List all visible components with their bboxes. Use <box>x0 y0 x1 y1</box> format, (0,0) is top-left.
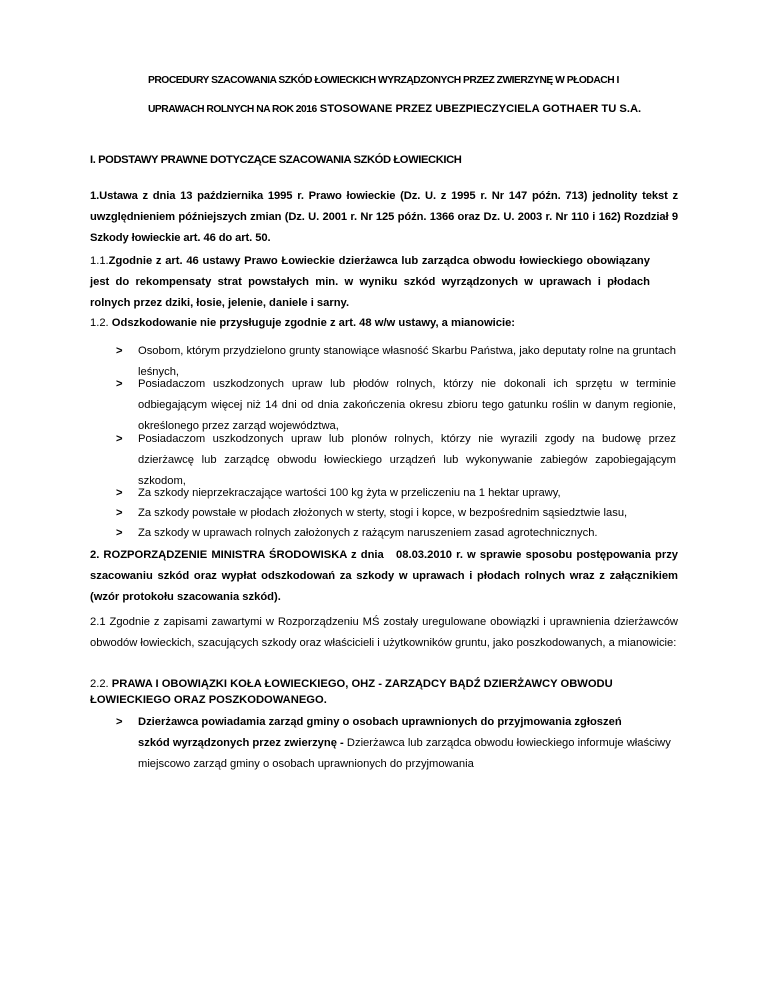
list-item <box>116 712 676 775</box>
section-2-paragraph-3 <box>90 676 678 708</box>
list-item <box>116 374 676 437</box>
list-item-text: Za szkody powstałe w płodach złożonych w sterty, stogi i kopce, w bezpośrednim sąsiedztwie lasu, <box>138 507 628 519</box>
title-line-1: PROCEDURY SZACOWANIA SZKÓD ŁOWIECKICH WYRZĄDZONYCH PRZEZ ZWIERZYNĘ W PŁODACH I <box>148 75 619 86</box>
bullet-bold-line-2: szkód wyrządzonych przez zwierzynę - <box>138 737 344 749</box>
section-2-paragraph-1 <box>90 545 678 608</box>
paragraph-3-number: 1.2. <box>90 317 112 329</box>
document-title-line-2 <box>148 94 678 125</box>
regulation-date-subject: 08.03.2010 r. w sprawie sposobu postępowania przy szacowaniu szkód oraz wypłat odszkodowań za szkody w uprawach i płodach rolnych wraz z załącznikiem (wzór protokołu szacowania szkód). <box>90 549 679 603</box>
list-item-text: Posiadaczom uszkodzonych upraw lub plonów rolnych, którzy nie wyrazili zgody na budowę przez dzierżawcę lub zarządcę obwodu łowieckiego urządzeń lub wykonywanie zabiegów zapobiegającym szkodom, <box>138 433 676 487</box>
paragraph-2-text: Zgodnie z art. 46 ustawy Prawo Łowieckie dzierżawca lub zarządca obwodu łowieckiego obowiązany jest do rekompensaty strat powstałych min. w wyniku szkód wyrządzonych w uprawach i płodach rolnych przez dziki, łosie, jelenie, daniele i sarny. <box>90 255 650 309</box>
bullet-bold-line-1: Dzierżawca powiadamia zarząd gminy o osobach uprawnionych do przyjmowania zgłoszeń <box>138 716 622 728</box>
list-item-text <box>138 712 676 775</box>
list-item <box>116 483 676 504</box>
paragraph-3-text: Odszkodowanie nie przysługuje zgodnie z art. 48 w/w ustawy, a mianowicie: <box>111 317 516 329</box>
paragraph-2-2-heading: PRAWA I OBOWIĄZKI KOŁA ŁOWIECKIEGO, OHZ - ZARZĄDCY BĄDŹ DZIERŻAWCY OBWODU ŁOWIECKIEGO ORAZ POSZKODOWANEGO. <box>90 678 613 706</box>
list-item-text: Osobom, którym przydzielono grunty stanowiące własność Skarbu Państwa, jako deputaty rolne na gruntach leśnych, <box>138 345 676 378</box>
paragraph-2-number: 1.1. <box>90 255 109 267</box>
paragraph-2-2-number: 2.2. <box>90 678 112 690</box>
title-line-2b: STOSOWANE PRZEZ UBEZPIECZYCIELA GOTHAER TU S.A. <box>316 103 642 115</box>
list-item-text: Posiadaczom uszkodzonych upraw lub płodów rolnych, którzy nie dokonali ich sprzętu w terminie odbiegającym więcej niż 14 dni od dnia zakończenia okresu zbioru tego gatunku roślin w danym regionie, określonego przez zarząd województwa, <box>138 378 676 432</box>
section-1-paragraph-1: 1.Ustawa z dnia 13 października 1995 r. Prawo łowieckie (Dz. U. z 1995 r. Nr 147 późn. 713) jednolity tekst z uwzględnieniem późniejszych zmian (Dz. U. 2001 r. Nr 125 późn. 1366 oraz Dz. U. 2003 r. Nr 110 i 162) Rozdział 9 Szkody łowieckie art. 46 do art. 50. <box>90 190 678 244</box>
list-item-text: Za szkody nieprzekraczające wartości 100 kg żyta w przeliczeniu na 1 hektar uprawy, <box>138 487 561 499</box>
section-2-paragraph-2: 2.1 Zgodnie z zapisami zawartymi w Rozporządzeniu MŚ zostały uregulowane obowiązki i uprawnienia dzierżawców obwodów łowieckich, szacujących szkody oraz właścicieli i użytkowników gruntu, jako poszkodowanych, a mianowicie: <box>90 616 678 649</box>
bullet-marker: > <box>116 378 123 390</box>
section-1-heading: I. PODSTAWY PRAWNE DOTYCZĄCE SZACOWANIA SZKÓD ŁOWIECKICH <box>90 154 462 166</box>
bullet-marker: > <box>116 433 123 445</box>
document-title-line-1 <box>148 66 678 96</box>
list-item <box>116 503 676 524</box>
regulation-title: 2. ROZPORZĄDZENIE MINISTRA ŚRODOWISKA z dnia <box>90 549 384 561</box>
bullet-body: Dzierżawca lub zarządca obwodu łowieckiego informuje właściwy miejscowo zarząd gminy o osobach uprawnionych do przyjmowania <box>138 737 671 770</box>
bullet-marker: > <box>116 507 123 519</box>
title-line-2a: UPRAWACH ROLNYCH NA ROK 2016 <box>148 104 317 115</box>
bullet-marker: > <box>116 527 123 539</box>
list-item <box>116 523 676 544</box>
section-1-paragraph-3 <box>90 313 678 334</box>
section-1-paragraph-2 <box>90 251 650 314</box>
list-item-text: Za szkody w uprawach rolnych założonych z rażącym naruszeniem zasad agrotechnicznych. <box>138 527 598 539</box>
bullet-marker: > <box>116 345 123 357</box>
bullet-marker: > <box>116 487 123 499</box>
bullet-marker: > <box>116 716 123 728</box>
